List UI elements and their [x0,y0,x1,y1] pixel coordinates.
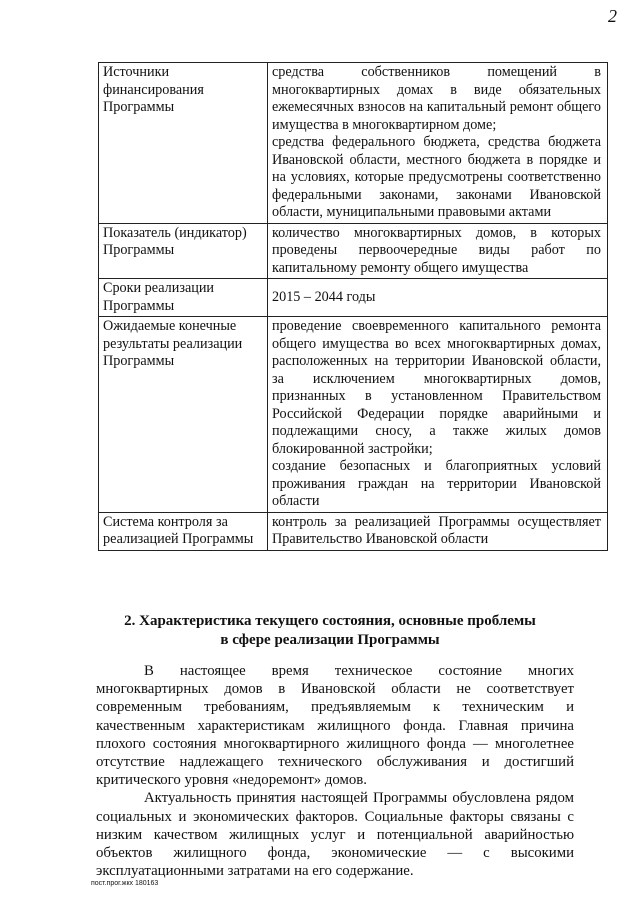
row-value-financing [268,63,608,224]
table-row-results [99,317,608,513]
footer-document-code: пост.прог.жкх 180163 [91,880,159,887]
row-label-control: Система контроля за реализацией Программы [99,512,268,550]
row-label-financing: Источники финансирования Программы [99,63,268,224]
row-value-results [268,317,608,513]
row-label-period: Сроки реализации Программы [99,279,268,317]
row-value-control [268,512,608,550]
row-label-indicator: Показатель (индикатор) Программы [99,223,268,279]
table-row-control [99,512,608,550]
section-title-line-2: в сфере реализации Программы [220,632,440,648]
table-row-financing [99,63,608,224]
period-line-1: 2015 – 2044 годы [272,288,376,305]
paragraph: В настоящее время техническое состояние многих многоквартирных домов в Ивановской области не соответствует современным требованиям, предъявляемым к техническим и качественным характеристикам жилищного фонда. Главная причина плохого состояния многоквартирного жилищного фонда — многолетнее отсутствие надлежащего технического обслуживания и достигший критического уровня «недоремонт» домов. [96,663,574,789]
table-row-period [99,279,608,317]
financing-line-1: средства собственников помещений в многоквартирных домах в виде обязательных ежемесячных взносов на капитальный ремонт общего имущества в многоквартирном доме; [272,64,601,133]
row-label-results: Ожидаемые конечные результаты реализации Программы [99,317,268,513]
control-line-1: контроль за реализацией Программы осуществляет Правительство Ивановской области [272,513,601,547]
page-number: 2 [608,6,617,26]
section-body [96,662,574,880]
indicator-line-1: количество многоквартирных домов, в которых проведены первоочередные виды работ по капитальному ремонту общего имущества [272,224,601,276]
section-title-line-1: 2. Характеристика текущего состояния, основные проблемы [124,613,536,629]
program-passport-table [98,62,608,551]
financing-line-2: средства федерального бюджета, средства бюджета Ивановской области, местного бюджета в порядке и на условиях, которые предусмотрены соответственно федеральными законами, законами Ивановской области, муниципальными правовыми актами [272,134,601,220]
section-title [100,612,560,650]
paragraph: Актуальность принятия настоящей Программы обусловлена рядом социальных и экономических факторов. Социальные факторы связаны с низким качеством жилищных услуг и потенциальной аварийностью объектов жилищного фонда, экономические — с высокими эксплуатационными затратами на его содержание. [96,790,574,880]
results-line-1: проведение своевременного капитального ремонта общего имущества во всех многоквартирных домах, расположенных на территории Ивановской области, за исключением многоквартирных домов, признанных в установленном Правительством Российской Федерации порядке аварийными и подлежащими сносу, а также жилых домов блокированной застройки; [272,318,601,457]
row-value-period [268,279,608,317]
table-row-indicator [99,223,608,279]
row-value-indicator [268,223,608,279]
results-line-2: создание безопасных и благоприятных условий проживания граждан на территории Ивановской области [272,458,601,509]
